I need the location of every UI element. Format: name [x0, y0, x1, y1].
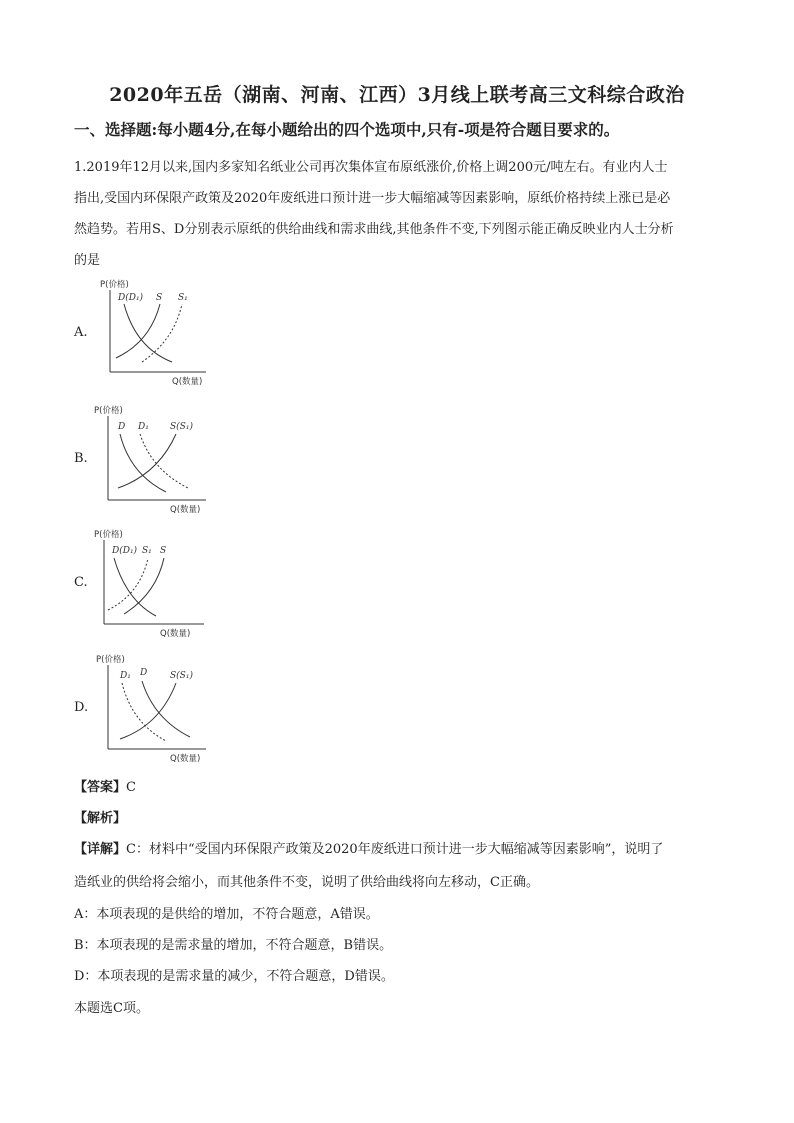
p-axis-label: P(价格) [94, 530, 123, 540]
answer-line [74, 776, 136, 795]
detail-option-a: A：本项表现的是供给的增加，不符合题意，A错误。 [74, 907, 379, 922]
demand-curve [124, 304, 172, 362]
detail-option-d: D：本项表现的是需求量的减少，不符合题意，D错误。 [74, 969, 394, 984]
question-line: 1.2019年12月以来,国内多家知名纸业公司再次集体宣布原纸涨价,价格上调200元/吨左右。有业内人士 [74, 160, 668, 175]
p-axis-label: P(价格) [94, 406, 123, 416]
answer-value: C [126, 780, 136, 795]
option-b-graph [94, 404, 214, 514]
curve-label-s: S [156, 293, 163, 303]
answer-tag: 【答案】 [74, 780, 127, 795]
curve-label-s: S(S₁) [170, 422, 193, 432]
option-c-label: C. [74, 575, 88, 590]
curve-label-d: D(D₁) [112, 546, 138, 556]
detail-tag: 【详解】 [74, 842, 127, 857]
option-d-graph [94, 653, 214, 763]
section-heading: 一、选择题:每小题4分,在每小题给出的四个选项中,只有-项是符合题目要求的。 [74, 120, 620, 139]
detail-line [74, 838, 734, 857]
question-line: 然趋势。若用S、D分别表示原纸的供给曲线和需求曲线,其他条件不变,下列图示能正确反映业内人士分析 [74, 222, 674, 237]
supply-curve-shifted [108, 558, 148, 610]
conclusion: 本题选C项。 [74, 1001, 149, 1016]
question-line: 指出,受国内环保限产政策及2020年废纸进口预计进一步大幅缩减等因素影响，原纸价格持续上涨已是必 [74, 191, 671, 206]
q-axis-label: Q(数量) [160, 629, 191, 639]
analysis-line [74, 807, 126, 826]
option-b-label: B. [74, 451, 88, 466]
q-axis-label: Q(数量) [172, 377, 203, 387]
question-line: 的是 [74, 253, 101, 268]
q-axis-label: Q(数量) [170, 505, 201, 515]
supply-curve-shifted [142, 304, 182, 362]
curve-label-d: D(D₁) [118, 293, 144, 303]
question-text [74, 152, 724, 276]
demand-curve [142, 681, 190, 737]
detail-option-b: B：本项表现的是需求量的增加，不符合题意，B错误。 [74, 938, 393, 953]
page-title: 2020年五岳（湖南、河南、江西）3月线上联考高三文科综合政治 [109, 84, 685, 106]
option-a-graph [94, 278, 214, 388]
option-a-label: A. [74, 325, 88, 340]
curve-label-d: D [118, 422, 126, 432]
curve-label-d1: D₁ [138, 422, 149, 432]
curve-label-s1: S₁ [178, 293, 188, 303]
detail-line: 造纸业的供给将会缩小，而其他条件不变，说明了供给曲线将向左移动，C正确。 [74, 875, 539, 890]
analysis-tag: 【解析】 [74, 811, 127, 826]
q-axis-label: Q(数量) [170, 754, 201, 764]
curve-label-s: S [160, 546, 167, 556]
option-d-label: D. [74, 700, 89, 715]
demand-curve [114, 558, 156, 616]
option-c-graph [94, 528, 214, 638]
supply-curve [116, 304, 160, 358]
p-axis-label: P(价格) [96, 655, 125, 665]
curve-label-s1: S₁ [142, 546, 152, 556]
supply-curve [120, 683, 176, 739]
detail-text: C：材料中“受国内环保限产政策及2020年废纸进口预计进一步大幅缩减等因素影响”，说明了 [126, 842, 664, 857]
p-axis-label: P(价格) [100, 280, 129, 290]
curve-label-s: S(S₁) [170, 671, 193, 681]
curve-label-d1: D₁ [120, 671, 131, 681]
curve-label-d: D [140, 668, 148, 678]
supply-curve [124, 558, 164, 614]
